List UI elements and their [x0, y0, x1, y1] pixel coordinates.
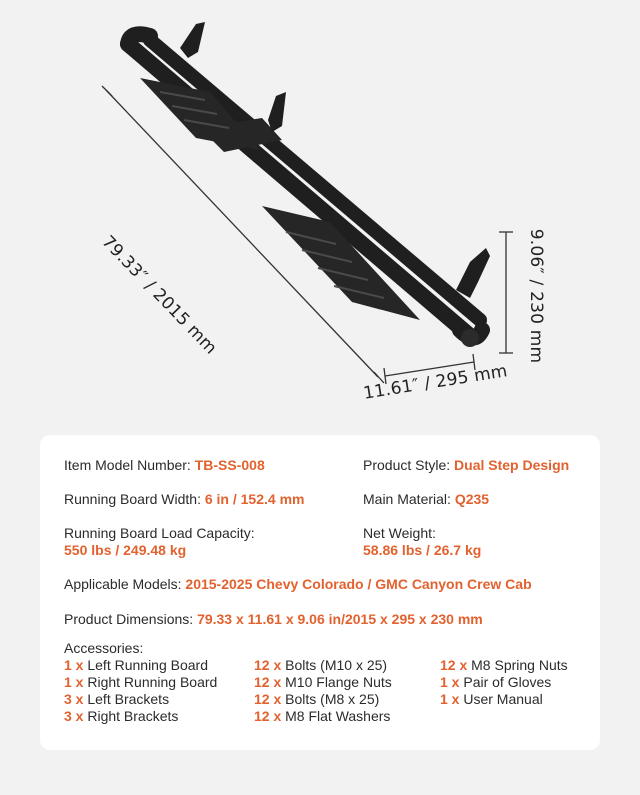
- accessories-column-3: [440, 657, 568, 708]
- length-dimension-label: 79.33″ / 2015 mm: [97, 232, 221, 359]
- accessory-item: 3 x Right Brackets: [64, 708, 179, 724]
- spec-value: Dual Step Design: [454, 457, 570, 473]
- spec-value: 6 in / 152.4 mm: [204, 491, 305, 507]
- spec-value: 2015-2025 Chevy Colorado / GMC Canyon Crew Cab: [185, 576, 532, 592]
- accessory-item: 12 x Bolts (M10 x 25): [254, 657, 388, 673]
- spec-value: Q235: [454, 491, 490, 507]
- net-weight-row: [363, 525, 481, 559]
- accessories-column-1: [64, 657, 217, 725]
- spec-label: Applicable Models:: [64, 576, 186, 592]
- height-dimension-label: 9.06″ / 230 mm: [526, 228, 546, 364]
- accessory-item: 3 x Left Brackets: [64, 691, 170, 707]
- spec-label: Product Style:: [363, 457, 455, 473]
- load-capacity-row: [64, 525, 255, 559]
- accessory-item: 1 x User Manual: [440, 691, 543, 707]
- spec-value: 550 lbs / 249.48 kg: [64, 542, 187, 558]
- spec-label: Item Model Number:: [64, 457, 195, 473]
- model-number-row: [64, 457, 265, 474]
- accessory-item: 1 x Left Running Board: [64, 657, 208, 673]
- specs-card: [40, 435, 600, 750]
- accessories-heading: Accessories:: [64, 640, 144, 656]
- end-cap: [461, 329, 479, 347]
- width-dimension-label: 11.61″ / 295 mm: [362, 361, 509, 404]
- spec-label: Main Material:: [363, 491, 455, 507]
- accessory-item: 12 x M8 Spring Nuts: [440, 657, 568, 673]
- accessory-item: 12 x Bolts (M8 x 25): [254, 691, 380, 707]
- frame-tubes: [128, 34, 482, 337]
- board-width-row: [64, 491, 304, 508]
- accessory-item: 12 x M8 Flat Washers: [254, 708, 391, 724]
- accessories-column-2: [254, 657, 392, 725]
- accessory-item: 12 x M10 Flange Nuts: [254, 674, 392, 690]
- spec-label: Running Board Load Capacity:: [64, 525, 255, 541]
- spec-label: Running Board Width:: [64, 491, 205, 507]
- main-material-row: [363, 491, 489, 508]
- applicable-models-row: [64, 576, 532, 593]
- spec-label: Net Weight:: [363, 525, 436, 541]
- product-dimensions-row: [64, 611, 483, 628]
- product-style-row: [363, 457, 569, 474]
- spec-value: 58.86 lbs / 26.7 kg: [363, 542, 482, 558]
- accessory-item: 1 x Pair of Gloves: [440, 674, 552, 690]
- accessory-item: 1 x Right Running Board: [64, 674, 218, 690]
- spec-value: TB-SS-008: [194, 457, 265, 473]
- spec-value: 79.33 x 11.61 x 9.06 in/2015 x 295 x 230 mm: [197, 611, 483, 627]
- spec-label: Product Dimensions:: [64, 611, 198, 627]
